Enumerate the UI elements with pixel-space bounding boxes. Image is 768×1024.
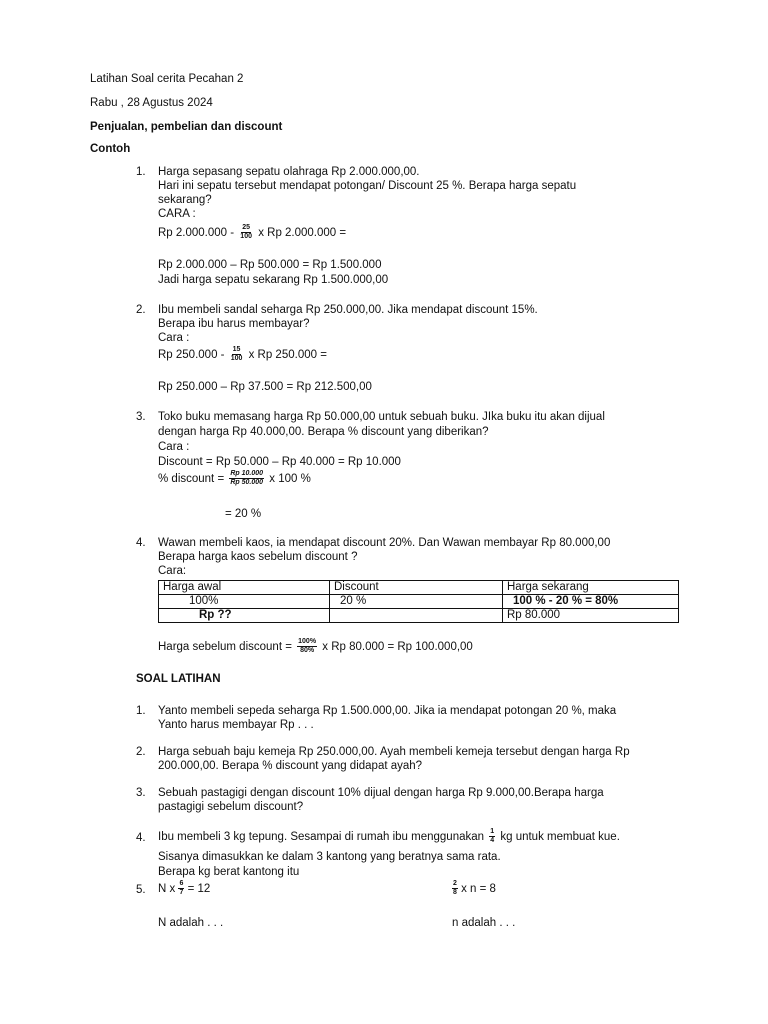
numerator: Rp 10.000 — [230, 470, 264, 478]
example-3-line: Toko buku memasang harga Rp 50.000,00 untuk sebuah buku. JIka buku itu akan dijual — [158, 411, 605, 423]
example-2-calculation — [158, 346, 327, 364]
exercise-5-right-equation — [452, 880, 496, 898]
example-4-line: Wawan membeli kaos, ia mendapat discount 20%. Dan Wawan membayar Rp 80.000,00 — [158, 537, 611, 549]
example-4-line: Cara: — [158, 565, 187, 577]
calc-text: Rp 2.000.000 - — [158, 227, 235, 239]
calc-text: x Rp 80.000 = Rp 100.000,00 — [322, 641, 473, 653]
denominator: 100 — [240, 233, 252, 241]
doc-topic: Penjualan, pembelian dan discount — [90, 121, 283, 133]
example-4-number: 4. — [136, 537, 146, 549]
fraction — [489, 828, 495, 845]
table-cell: Rp 80.000 — [503, 609, 679, 623]
denominator: Rp 50.000 — [230, 479, 264, 487]
example-heading: Contoh — [90, 143, 131, 155]
discount-table — [158, 580, 679, 623]
equation-text: = 12 — [187, 883, 211, 895]
exercise-1-number: 1. — [136, 705, 146, 717]
example-1-number: 1. — [136, 166, 146, 178]
example-3-result: = 20 % — [225, 508, 262, 520]
numerator: 6 — [179, 880, 184, 888]
calc-text: x 100 % — [269, 473, 311, 485]
exercise-4-line: Sisanya dimasukkan ke dalam 3 kantong yang beratnya sama rata. — [158, 851, 501, 863]
example-1-result: Rp 2.000.000 – Rp 500.000 = Rp 1.500.000 — [158, 259, 382, 271]
exercise-text: Ibu membeli 3 kg tepung. Sesampai di rumah ibu menggunakan — [158, 831, 485, 843]
denominator: 80% — [300, 647, 315, 655]
table-row — [159, 595, 679, 609]
denominator: 8 — [453, 889, 457, 897]
exercise-4-line — [158, 828, 620, 846]
denominator: 100 — [230, 355, 243, 363]
example-1-line: Harga sepasang sepatu olahraga Rp 2.000.000,00. — [158, 166, 420, 178]
table-cell: Rp ?? — [159, 609, 330, 623]
example-3-line: Cara : — [158, 441, 190, 453]
calc-text: Harga sebelum discount = — [158, 641, 292, 653]
exercise-2-line: 200.000,00. Berapa % discount yang didapat ayah? — [158, 760, 423, 772]
example-3-calculation — [158, 470, 311, 488]
example-4-line: Berapa harga kaos sebelum discount ? — [158, 551, 358, 563]
numerator: 15 — [232, 346, 241, 354]
calc-text: x Rp 2.000.000 = — [258, 227, 347, 239]
example-1-line: CARA : — [158, 208, 196, 220]
exercise-5-right-answer: n adalah . . . — [452, 917, 516, 929]
table-cell: 100 % - 20 % = 80% — [503, 595, 679, 609]
table-cell: 100% — [159, 595, 330, 609]
exercise-text: kg untuk membuat kue. — [500, 831, 620, 843]
exercise-heading: SOAL LATIHAN — [136, 673, 221, 685]
fraction — [178, 880, 184, 897]
fraction — [230, 346, 244, 363]
example-2-line: Cara : — [158, 332, 190, 344]
fraction — [452, 880, 458, 897]
table-header-cell: Harga awal — [159, 581, 330, 595]
exercise-3-number: 3. — [136, 787, 146, 799]
example-3-line: dengan harga Rp 40.000,00. Berapa % discount yang diberikan? — [158, 426, 489, 438]
example-2-line: Ibu membeli sandal seharga Rp 250.000,00. Jika mendapat discount 15%. — [158, 304, 538, 316]
exercise-3-line: Sebuah pastagigi dengan discount 10% dijual dengan harga Rp 9.000,00.Berapa harga — [158, 787, 604, 799]
example-4-calculation — [158, 638, 473, 656]
exercise-5-left-answer: N adalah . . . — [158, 917, 224, 929]
calc-text: Rp 250.000 - — [158, 349, 225, 361]
denominator: 4 — [490, 837, 495, 845]
exercise-4-line: Berapa kg berat kantong itu — [158, 866, 300, 878]
fraction — [297, 638, 317, 655]
table-cell — [330, 609, 503, 623]
table-header-row — [159, 581, 679, 595]
exercise-5-number: 5. — [136, 884, 146, 896]
example-3-line: Discount = Rp 50.000 – Rp 40.000 = Rp 10.000 — [158, 456, 401, 468]
exercise-5-left-equation — [158, 880, 210, 898]
exercise-2-line: Harga sebuah baju kemeja Rp 250.000,00. Ayah membeli kemeja tersebut dengan harga Rp — [158, 746, 630, 758]
example-1-calculation — [158, 224, 346, 242]
fraction — [239, 224, 253, 241]
example-3-number: 3. — [136, 411, 146, 423]
table-cell: 20 % — [330, 595, 503, 609]
denominator: 7 — [179, 889, 184, 897]
equation-text: N x — [158, 883, 176, 895]
numerator: 2 — [453, 880, 457, 888]
exercise-1-line: Yanto membeli sepeda seharga Rp 1.500.000,00. Jika ia mendapat potongan 20 %, maka — [158, 705, 617, 717]
example-1-conclusion: Jadi harga sepatu sekarang Rp 1.500.000,00 — [158, 274, 389, 286]
numerator: 100% — [298, 638, 317, 646]
table-row — [159, 609, 679, 623]
table-header-cell: Discount — [330, 581, 503, 595]
exercise-4-number: 4. — [136, 832, 146, 844]
calc-text: x Rp 250.000 = — [248, 349, 327, 361]
doc-date: Rabu , 28 Agustus 2024 — [90, 97, 213, 109]
example-1-line: sekarang? — [158, 194, 212, 206]
example-1-line: Hari ini sepatu tersebut mendapat potongan/ Discount 25 %. Berapa harga sepatu — [158, 180, 577, 192]
table-header-cell: Harga sekarang — [503, 581, 679, 595]
example-2-result: Rp 250.000 – Rp 37.500 = Rp 212.500,00 — [158, 381, 372, 393]
calc-text: % discount = — [158, 473, 225, 485]
fraction — [229, 470, 264, 487]
example-2-line: Berapa ibu harus membayar? — [158, 318, 310, 330]
numerator: 25 — [242, 224, 251, 232]
exercise-3-line: pastagigi sebelum discount? — [158, 801, 304, 813]
example-2-number: 2. — [136, 304, 146, 316]
equation-text: x n = 8 — [461, 883, 496, 895]
exercise-1-line: Yanto harus membayar Rp . . . — [158, 719, 314, 731]
numerator: 1 — [490, 828, 495, 836]
doc-title: Latihan Soal cerita Pecahan 2 — [90, 73, 244, 85]
exercise-2-number: 2. — [136, 746, 146, 758]
